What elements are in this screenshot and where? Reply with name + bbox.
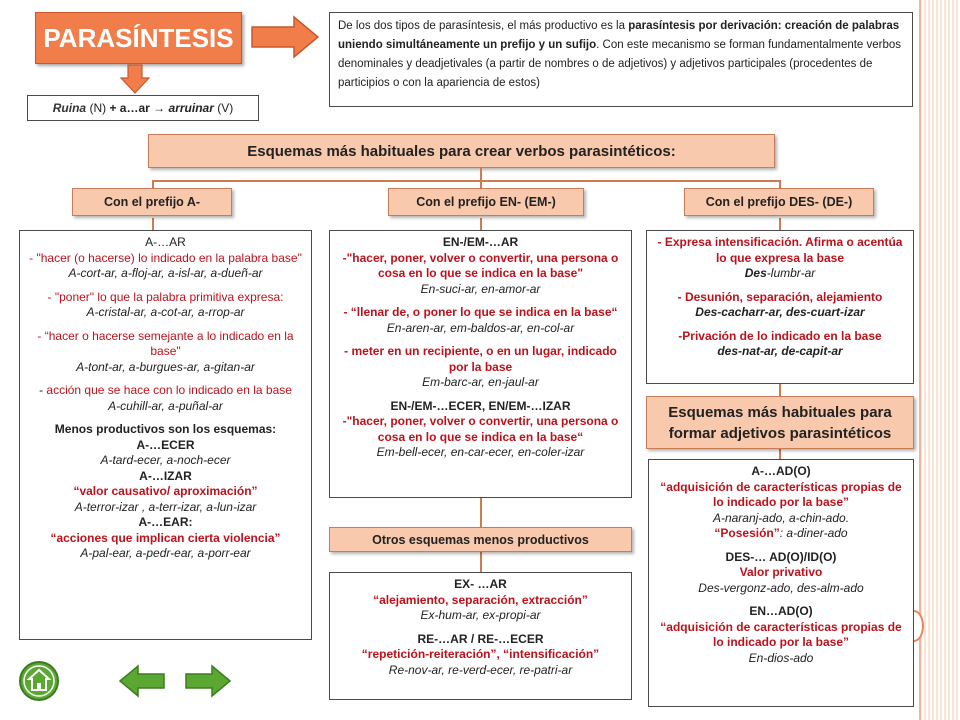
verbs-header-text: Esquemas más habituales para crear verbos parasintéticos: <box>247 142 676 160</box>
example-word: Ruina <box>52 101 87 115</box>
verbs-header <box>148 134 775 168</box>
a-e3-title: A-…EAR: <box>138 515 193 529</box>
connector-adj-box <box>779 449 781 459</box>
connector-en-box <box>480 218 482 230</box>
others-header <box>329 527 632 552</box>
des-s1-ex-pre: Des <box>744 266 767 280</box>
column-prefix-a <box>19 230 312 640</box>
a-s4-ex: A-cuhill-ar, a-puñal-ar <box>108 398 223 413</box>
des-s1-ex-post: -lumbr-ar <box>766 266 816 280</box>
en-s1-desc: -"hacer, poner, volver o convertir, una persona o cosa en lo que se indica en la base" <box>342 250 619 280</box>
a-s4-desc: acción que se hace con lo indicado en la base <box>46 383 292 397</box>
header-prefix-a-text: Con el prefijo A- <box>103 195 201 209</box>
des-s3-desc: -Privación de lo indicado en la base <box>678 328 882 343</box>
a-e1-title: A-…ECER <box>136 437 195 452</box>
connector-main <box>480 168 482 188</box>
en-s1-title: EN-/EM-…AR <box>442 235 519 249</box>
forward-arrow-icon[interactable] <box>184 664 232 698</box>
adj-a3-ex: En-dios-ado <box>748 650 814 665</box>
en-s4-title: EN-/EM-…ECER, EN/EM-…IZAR <box>390 398 571 413</box>
a-less-productive: Menos productivos son los esquemas: <box>54 422 277 436</box>
header-prefix-en <box>388 188 584 216</box>
en-s4-ex: Em-bell-ecer, en-car-ecer, en-coler-izar <box>376 445 585 459</box>
intro-bold: parasíntesis por derivación: creación de palabras uniendo simultáneamente un prefijo y un sufijo <box>338 20 900 51</box>
en-s2-ex: En-aren-ar, em-baldos-ar, en-col-ar <box>386 320 575 335</box>
back-arrow-icon[interactable] <box>118 664 166 698</box>
des-s2-desc: - Desunión, separación, alejamiento <box>677 289 883 304</box>
a-e2-title: A-…IZAR <box>139 468 192 483</box>
header-prefix-des <box>684 188 874 216</box>
adjectives-header <box>646 396 914 449</box>
connector-others-box <box>480 552 482 572</box>
connector-des <box>779 180 781 188</box>
header-prefix-des-text: Con el prefijo DES- (DE-) <box>705 195 853 209</box>
des-s1-desc: - Expresa intensificación. Afirma o acentúa lo que expresa la base <box>657 235 903 265</box>
a-e3-ex: A-pal-ear, a-pedr-ear, a-porr-ear <box>80 546 251 560</box>
column-prefix-des <box>646 230 914 384</box>
example-plus: + a…ar → <box>109 101 166 115</box>
down-arrow-icon <box>120 64 150 94</box>
others-o2-desc: “repetición-reiteración”, “intensificación” <box>361 647 600 661</box>
a-s2-desc: - "poner" lo que la palabra primitiva expresa: <box>47 289 284 304</box>
column-adjectives <box>648 459 914 707</box>
others-o1-title: EX- …AR <box>454 577 507 591</box>
header-prefix-en-text: Con el prefijo EN- (EM-) <box>416 195 556 209</box>
connector-adj <box>779 384 781 396</box>
column-others <box>329 572 632 700</box>
intro-text <box>329 12 913 107</box>
connector-a <box>152 180 154 188</box>
intro-p2: . Con este mecanismo se forman fundamentalmente verbos denominales y deadjetivales (a partir de nombres o de adjetivos) y adjetivos participales (procedentes de participios o con la apariencia de estos) <box>338 39 902 89</box>
adj-a2-title: DES-… AD(O)/ID(O) <box>725 549 837 564</box>
a-s1-title: A-…AR <box>145 235 186 249</box>
example-result: arruinar <box>168 101 214 115</box>
example-ruina <box>27 95 259 121</box>
adj-a3-desc: “adquisición de características propias de lo indicado por la base” <box>660 619 902 649</box>
decorative-stripe <box>920 0 960 720</box>
page-title-text: PARASÍNTESIS <box>43 22 234 53</box>
others-header-text: Otros esquemas menos productivos <box>372 532 589 547</box>
adjectives-header-text: Esquemas más habituales para formar adjetivos parasintéticos <box>668 403 892 442</box>
adj-a1-title: A-…AD(O) <box>751 464 811 478</box>
des-s2-ex: Des-cacharr-ar, des-cuart-izar <box>695 305 865 319</box>
right-arrow-icon <box>250 14 320 60</box>
header-prefix-a <box>72 188 232 216</box>
a-s1-ex: A-cort-ar, a-floj-ar, a-isl-ar, a-dueñ-ar <box>68 266 263 280</box>
en-s1-ex: En-suci-ar, en-amor-ar <box>420 281 541 296</box>
others-o1-ex: Ex-hum-ar, ex-propi-ar <box>420 608 541 622</box>
others-o1-desc: “alejamiento, separación, extracción” <box>373 592 588 607</box>
en-s4-desc: -"hacer, poner, volver o convertir, una persona o cosa en lo que se indica en la base“ <box>342 414 619 444</box>
column-prefix-en <box>329 230 632 498</box>
des-s3-ex: des-nat-ar, de-capit-ar <box>717 344 843 358</box>
a-e2-desc: “valor causativo/ aproximación” <box>73 484 258 498</box>
adj-a1-pos-ex: : a-diner-ado <box>779 526 848 540</box>
a-s3-desc: - “hacer o hacerse semejante a lo indicado en la base" <box>37 328 294 358</box>
adj-a1-ex: A-naranj-ado, a-chin-ado. <box>712 510 850 525</box>
en-s3-ex: Em-barc-ar, en-jaul-ar <box>422 375 539 389</box>
example-tag2: (V) <box>217 101 234 115</box>
en-s2-desc: - “llenar de, o poner lo que se indica en la base“ <box>343 305 618 319</box>
others-o2-ex: Re-nov-ar, re-verd-ecer, re-patri-ar <box>388 662 573 677</box>
example-tag: (N) <box>89 101 107 115</box>
adj-a1-pos: “Posesión” <box>714 526 780 540</box>
connector-horizontal <box>152 180 780 182</box>
others-o2-title: RE-…AR / RE-…ECER <box>417 631 544 646</box>
a-s4-dash: - <box>39 383 47 397</box>
intro-p1: De los dos tipos de parasíntesis, el más productivo es la <box>338 20 629 32</box>
adj-a2-desc: Valor privativo <box>739 565 823 579</box>
adj-a3-title: EN…AD(O) <box>749 604 813 618</box>
a-s3-ex: A-tont-ar, a-burgues-ar, a-gitan-ar <box>76 359 255 374</box>
connector-des-box <box>779 218 781 230</box>
adj-a2-ex: Des-vergonz-ado, des-alm-ado <box>698 580 864 595</box>
a-e2-ex: A-terror-izar , a-terr-izar, a-lun-izar <box>74 499 257 514</box>
page-title <box>35 12 242 64</box>
en-s3-desc: - meter en un recipiente, o en un lugar, indicado por la base <box>344 344 617 374</box>
adj-a1-desc: “adquisición de características propias de lo indicado por la base” <box>660 479 902 509</box>
connector-a-box <box>152 218 154 230</box>
a-e1-ex: A-tard-ecer, a-noch-ecer <box>100 453 231 467</box>
a-s1-desc: - "hacer (o hacerse) lo indicado en la palabra base" <box>29 250 302 265</box>
home-icon[interactable] <box>18 660 60 702</box>
connector-others <box>480 498 482 528</box>
a-s2-ex: A-cristal-ar, a-cot-ar, a-rrop-ar <box>86 305 245 319</box>
a-e3-desc: “acciones que implican cierta violencia” <box>50 530 281 545</box>
